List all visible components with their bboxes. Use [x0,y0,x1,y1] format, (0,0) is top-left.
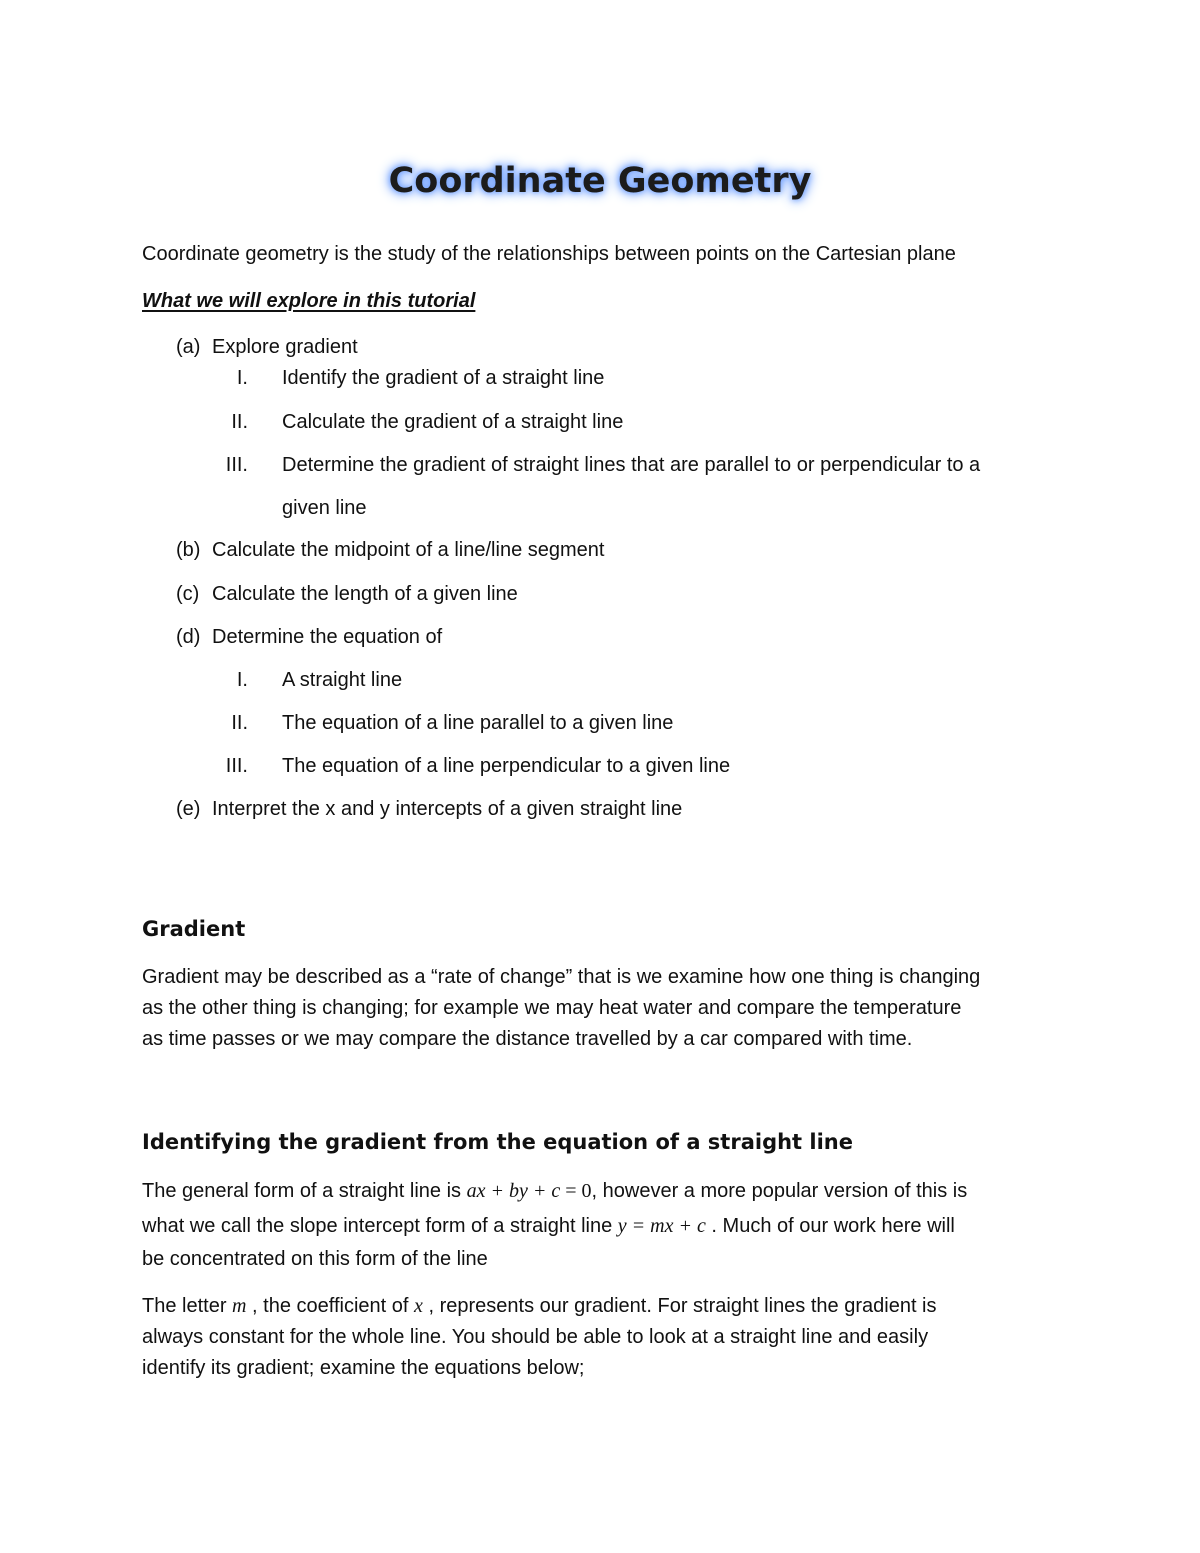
outline-text: The equation of a line parallel to a given line [282,712,674,734]
outline-label: III. [225,454,248,476]
page-title: Coordinate Geometry [388,161,812,201]
outline-label: (b) [176,539,201,561]
paragraph-line: identify its gradient; examine the equations below; [142,1357,585,1379]
outline-label: I. [236,367,248,389]
text-run: . Much of our work here will [705,1215,955,1237]
paragraph-line [142,1209,1062,1244]
outline-label: (c) [176,583,200,605]
outline-label: III. [225,755,248,777]
paragraph-line: be concentrated on this form of the line [142,1248,488,1270]
text-run: The general form of a straight line is [142,1180,467,1202]
gradient-heading: Gradient [142,917,246,941]
outline-label: II. [231,411,248,433]
outline-text: The equation of a line perpendicular to a given line [282,755,731,777]
text-run: what we call the slope intercept form of a straight line [142,1215,618,1237]
variable-m: m [232,1295,247,1317]
identifying-heading: Identifying the gradient from the equation of a straight line [142,1130,853,1154]
outline-text: Identify the gradient of a straight line [282,367,605,389]
equals-zero: = 0 [560,1180,592,1202]
outline-text-continued: given line [282,497,367,519]
outline-text: Determine the gradient of straight lines that are parallel to or perpendicular to a [282,454,981,476]
paragraph-line: as the other thing is changing; for example we may heat water and compare the temperature [142,997,962,1019]
intro-text: Coordinate geometry is the study of the relationships between points on the Cartesian plane [142,243,956,265]
outline-label: I. [236,669,248,691]
outline-text: Calculate the length of a given line [212,583,518,605]
outline-text: Calculate the midpoint of a line/line segment [212,539,605,561]
general-form-paragraph [142,1174,1062,1275]
general-form-equation: ax + by + c [466,1180,561,1202]
gradient-paragraph [142,962,1062,1055]
outline-label: II. [231,712,248,734]
text-run: , however a more popular version of this is [591,1180,968,1202]
outline-label: (e) [176,798,201,820]
coefficient-paragraph [142,1291,1062,1384]
slope-intercept-equation: y = mx + c [617,1215,706,1237]
text-run: , represents our gradient. For straight lines the gradient is [422,1295,937,1317]
outline-text: Explore gradient [212,336,358,358]
outline-label: (a) [176,336,201,358]
paragraph-line: Gradient may be described as a “rate of change” that is we examine how one thing is changing [142,966,981,988]
paragraph-line: as time passes or we may compare the distance travelled by a car compared with time. [142,1028,913,1050]
paragraph-line [142,1174,1062,1209]
outline-text: Interpret the x and y intercepts of a given straight line [212,798,683,820]
outline-text: Determine the equation of [212,626,443,648]
text-run: , the coefficient of [246,1295,415,1317]
paragraph-line: always constant for the whole line. You should be able to look at a straight line and easily [142,1326,929,1348]
outline-text: Calculate the gradient of a straight line [282,411,624,433]
outline-label: (d) [176,626,201,648]
text-run: The letter [142,1295,233,1317]
variable-x: x [414,1295,423,1317]
explore-heading: What we will explore in this tutorial [142,290,476,312]
outline-text: A straight line [282,669,403,691]
paragraph-line [142,1291,1062,1322]
